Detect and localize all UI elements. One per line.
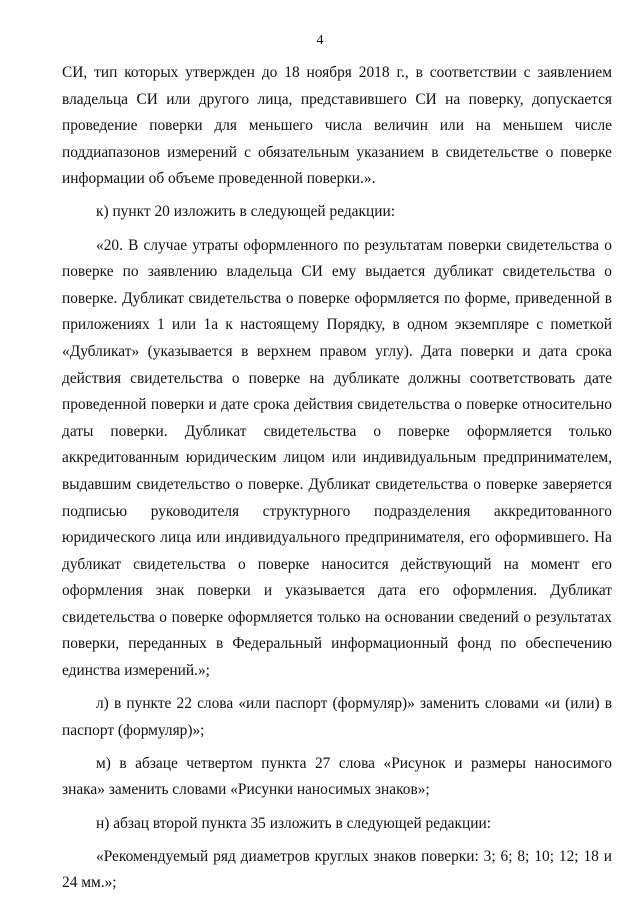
paragraph: н) абзац второй пункта 35 изложить в следующей редакции: [96, 814, 491, 832]
paragraph: к) пункт 20 изложить в следующей редакции: [96, 203, 395, 221]
document-body [62, 60, 612, 903]
paragraph: л) в пункте 22 слова «или паспорт (формуляр)» заменить словами «и (или) в паспорт (формуляр)»; [62, 695, 612, 739]
paragraph: м) в абзаце четвертом пункта 27 слова «Рисунок и размеры наносимого знака» заменить словами «Рисунки наносимых знаков»; [62, 754, 612, 799]
paragraph: СИ, тип которых утвержден до 18 ноября 2018 г., в соответствии с заявлением владельца СИ или другого лица, представившего СИ на поверку, допускается проведение поверки для меньшего числа величин или на меньшем числе поддиапазонов измерений с обязательным указанием в свидетельстве о поверке информации об объеме проведенной поверки.». [62, 64, 612, 188]
paragraph: «20. В случае утраты оформленного по результатам поверки свидетельства о поверке по заявлению владельца СИ ему выдается дубликат свидетельства о поверке. Дубликат свидетельства о поверке оформляется по форме, приведенной в приложениях 1 или 1а к настоящему Порядку, в одном экземпляре с пометкой «Дубликат» (указывается в верхнем правом углу). Дата поверки и дата срока действия свидетельства о поверке на дубликате должны соответствовать дате проведенной поверки и дате срока действия свидетельства о поверке относительно даты поверки. Дубликат свидетельства о поверке оформляется только аккредитованным юридическим лицом или индивидуальным предпринимателем, выдавшим свидетельство о поверке. Дубликат свидетельства о поверке заверяется подписью руководителя структурного подразделения аккредитованного юридического лица или индивидуального предпринимателя, его оформившего. На дубликат свидетельства о поверке наносится действующий на момент его оформления знак поверки и указывается дата его оформления. Дубликат свидетельства о поверке оформляется только на основании сведений о результатах поверки, переданных в Федеральный информационный фонд по обеспечению единства измерений.»; [62, 236, 612, 680]
page-number: 4 [316, 33, 324, 48]
paragraph: «Рекомендуемый ряд диаметров круглых знаков поверки: 3; 6; 8; 10; 12; 18 и 24 мм.»; [62, 847, 612, 892]
